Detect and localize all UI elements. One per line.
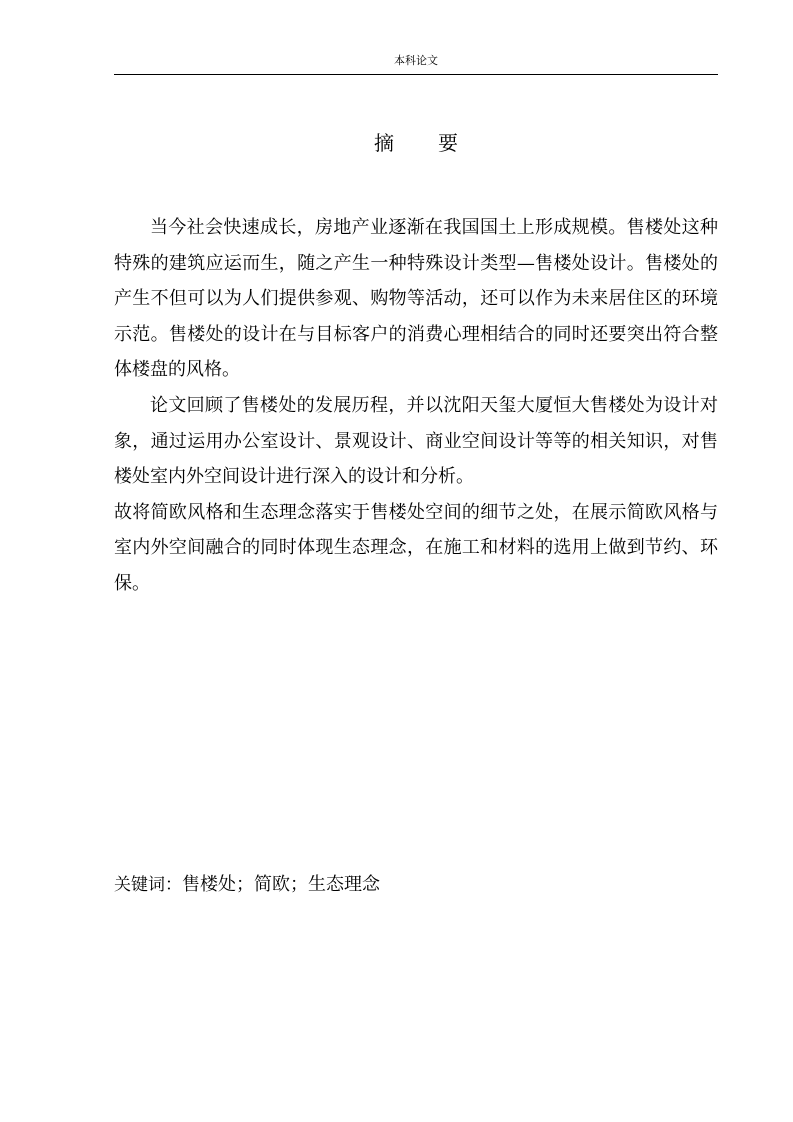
abstract-paragraph-3: 故将简欧风格和生态理念落实于售楼处空间的细节之处，在展示简欧风格与室内外空间融合的同时体现生态理念，在施工和材料的选用上做到节约、环保。 — [114, 501, 718, 594]
abstract-paragraph-2: 论文回顾了售楼处的发展历程，并以沈阳天玺大厦恒大售楼处为设计对象，通过运用办公室设计、景观设计、商业空间设计等等的相关知识，对售楼处室内外空间设计进行深入的设计和分析。 — [114, 394, 718, 488]
abstract-title-right: 要 — [438, 131, 458, 155]
running-header-title: 本科论文 — [394, 54, 438, 67]
abstract-title-left: 摘 — [374, 131, 394, 155]
running-header — [114, 54, 718, 75]
abstract-title — [114, 128, 718, 158]
keywords-value: 售楼处；简欧；生态理念 — [182, 874, 380, 895]
keywords-line — [114, 870, 718, 900]
abstract-body — [114, 210, 718, 602]
abstract-paragraph-1: 当今社会快速成长，房地产业逐渐在我国国土上形成规模。售楼处这种特殊的建筑应运而生，随之产生一种特殊设计类型—售楼处设计。售楼处的产生不但可以为人们提供参观、购物等活动，还可以作为未来居住区的环境示范。售楼处的设计在与目标客户的消费心理相结合的同时还要突出符合整体楼盘的风格。 — [114, 217, 718, 381]
keywords-label: 关键词： — [114, 875, 182, 895]
